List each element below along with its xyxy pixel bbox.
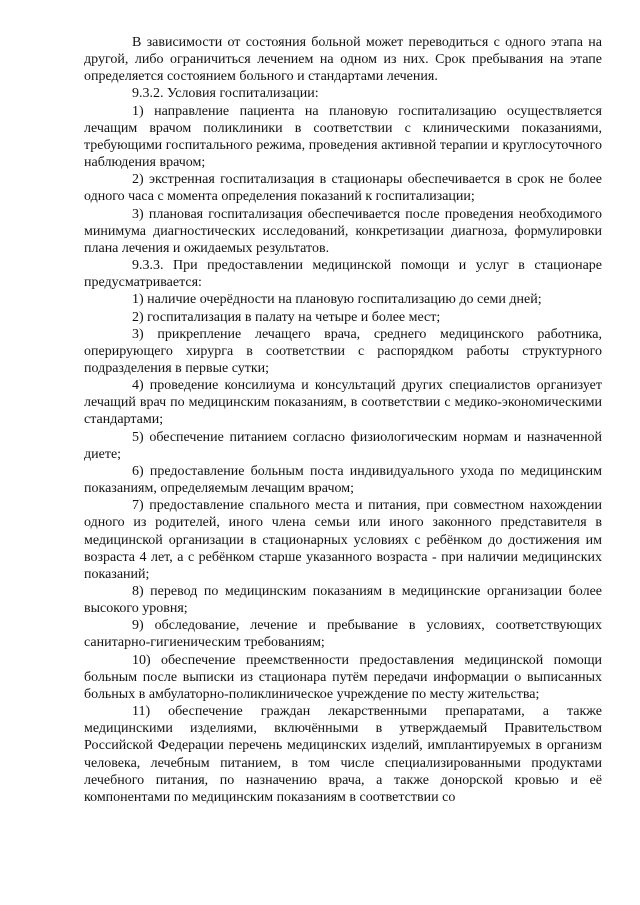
document-page [84, 34, 602, 806]
heading-9-3-2: 9.3.2. Условия госпитализации: [132, 86, 319, 102]
list-item-9-3-3-3: 3) прикрепление лечащего врача, среднего медицинского работника, оперирующего хирурга в соответствии с распорядком работы структурного подразделения в первые сутки; [84, 326, 602, 376]
list-item-9-3-2-3: 3) плановая госпитализация обеспечивается после проведения необходимого минимума диагностических исследований, конкретизации диагноза, формулировки плана лечения и ожидаемых результатов. [84, 206, 602, 256]
list-item-9-3-3-7: 7) предоставление спального места и питания, при совместном нахождении одного из родителей, иного члена семьи или иного законного представителя в медицинской организации в стационарных условиях с ребёнком до достижения им возраста 4 лет, а с ребёнком старше указанного возраста - при наличии медицинских показаний; [84, 498, 602, 582]
list-item-9-3-2-1: 1) направление пациента на плановую госпитализацию осуществляется лечащим врачом поликлиники в соответствии с клиническими показаниями, требующими госпитального режима, проведения активной терапии и круглосуточного наблюдения врачом; [84, 103, 602, 171]
list-item-9-3-2-2: 2) экстренная госпитализация в стационары обеспечивается в срок не более одного часа с момента определения показаний к госпитализации; [84, 172, 602, 205]
list-item-9-3-3-11: 11) обеспечение граждан лекарственными препаратами, а также медицинскими изделиями, включёнными в утверждаемый Правительством Российской Федерации перечень медицинских изделий, имплантируемых в организм человека, лечебным питанием, в том числе специализированными продуктами лечебного питания, по назначению врача, а также донорской кровью и её компонентами по медицинским показаниям в соответствии со [84, 704, 602, 805]
list-item-9-3-3-10: 10) обеспечение преемственности предоставления медицинской помощи больным после выписки из стационара путём передачи информации о выписанных больных в амбулаторно-поликлиническое учреждение по месту жительства; [84, 652, 602, 702]
list-item-9-3-3-9: 9) обследование, лечение и пребывание в условиях, соответствующих санитарно-гигиеническим требованиям; [84, 618, 602, 651]
list-item-9-3-3-6: 6) предоставление больным поста индивидуального ухода по медицинским показаниям, определяемым лечащим врачом; [84, 463, 602, 497]
list-item-9-3-3-8: 8) перевод по медицинским показаниям в медицинские организации более высокого уровня; [84, 584, 602, 617]
list-item-9-3-3-4: 4) проведение консилиума и консультаций других специалистов организует лечащий врач по медицинским показаниям, в соответствии с медико-экономическими стандартами; [84, 378, 602, 428]
heading-9-3-3: 9.3.3. При предоставлении медицинской помощи и услуг в стационаре предусматривается: [84, 258, 602, 291]
list-item-9-3-3-5: 5) обеспечение питанием согласно физиологическим нормам и назначенной диете; [84, 429, 602, 462]
list-item-9-3-3-2: 2) госпитализация в палату на четыре и более мест; [132, 309, 441, 325]
paragraph-stage-transfer: В зависимости от состояния больной может переводиться с одного этапа на другой, либо ограничиться лечением на одном из них. Срок пребывания на этапе определяется состоянием больного и стандартами лечения. [84, 35, 602, 85]
list-item-9-3-3-1: 1) наличие очерёдности на плановую госпитализацию до семи дней; [132, 292, 542, 308]
